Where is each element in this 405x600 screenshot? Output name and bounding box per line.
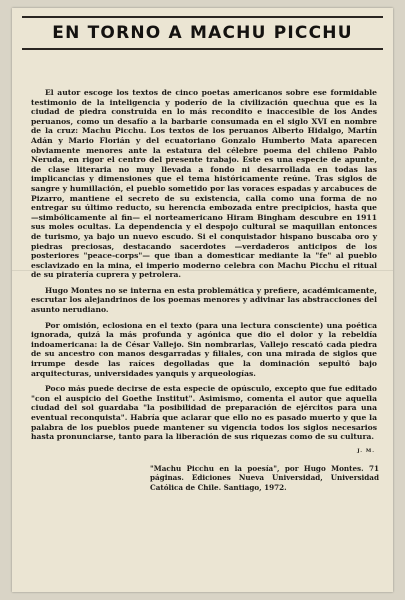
paper-fold-line: [12, 270, 393, 271]
author-initials: J. M.: [357, 447, 375, 454]
paragraph-2: Hugo Montes no se interna en esta problemática y prefiere, académicamente, escrutar los alejandrinos de los poemas menores y adivinar las abstracciones del asunto nerudiano.: [31, 285, 377, 315]
newspaper-clipping: [12, 8, 393, 592]
title-box: [22, 16, 383, 50]
article-title: EN TORNO A MACHU PICCHU: [52, 23, 353, 43]
article-body: [12, 50, 393, 454]
paragraph-1: El autor escoge los textos de cinco poetas americanos sobre ese formidable testimonio de la inteligencia y poderío de la civilización quechua que es la ciudad de piedra construida en lo más recondito e inaccesible de los Andes peruanos, como un desafío a la barbarie consumada en el siglo XVI en nombre de la cruz: Machu Picchu. Los textos de los peruanos Alberto Hidalgo, Martín Adán y Mario Florián y del ecuatoriano Gonzalo Humberto Mata aparecen obviamente menores ante la estatura del célebre poema del chileno Pablo Neruda, en rigor el centro del presente trabajo. Este es una especie de apunte, de clase literaria no muy llevada a fondo ni desarrollada en todas las implicancias y dimensiones que el tema históricamente reúne. Tras siglos de sangre y humillación, el pueblo sometido por las voraces espadas y arcabuces de Pizarro, mantiene el secreto de su existencia, calla como una forma de no entregar su último reducto, su herencia embozada entre precipicios, hasta que —simbólicamente al fin— el norteamericano Hiram Bingham descubre en 1911 sus moles ocultas. La dependencia y el despojo cultural se maquillan entonces de turismo, ya bajo un nuevo escudo. Si el conquistador hispano buscaba oro y piedras preciosas, destacando sacerdotes —verdaderos anticipos de los posteriores "peace-corps"— que iban a domesticar mediante la "fe" al pueblo esclavizado en la mina, el imperio moderno celebra con Machu Picchu el ritual de su piratería cuprera y petrolera.: [31, 88, 377, 280]
paragraph-3: Por omisión, eclosiona en el texto (para una lectura consciente) una poética ignorada, quizá la más profunda y agónica que dio el dolor y la rebeldía indoamericana: la de César Vallejo. Sin nombrarlas, Vallejo rescató cada piedra de su ancestro con manos desgarradas y filiales, con una mirada de siglos que irrumpe desde las raíces degolladas que la dominación sepultó bajo arquitecturas, universidades yanquis y arqueologías.: [31, 320, 377, 378]
paragraph-4: Poco más puede decirse de esta especie de opúsculo, excepto que fue editado "con el auspicio del Goethe Institut". Asimismo, comenta el autor que aquella ciudad del sol guardaba "la posibilidad de preparación de ejércitos para una eventual reconquista". Habría que aclarar que ello no es pasado muerto y que la palabra de los pueblos puede mantener su vigencia todos los siglos necesarios hasta pronunciarse, tanto para la liberación de sus riquezas como de su cultura.: [31, 384, 377, 442]
book-citation: "Machu Picchu en la poesía", por Hugo Montes. 71 páginas. Ediciones Nueva Universidad, Universidad Católica de Chile. Santiago, 1972.: [150, 463, 379, 492]
